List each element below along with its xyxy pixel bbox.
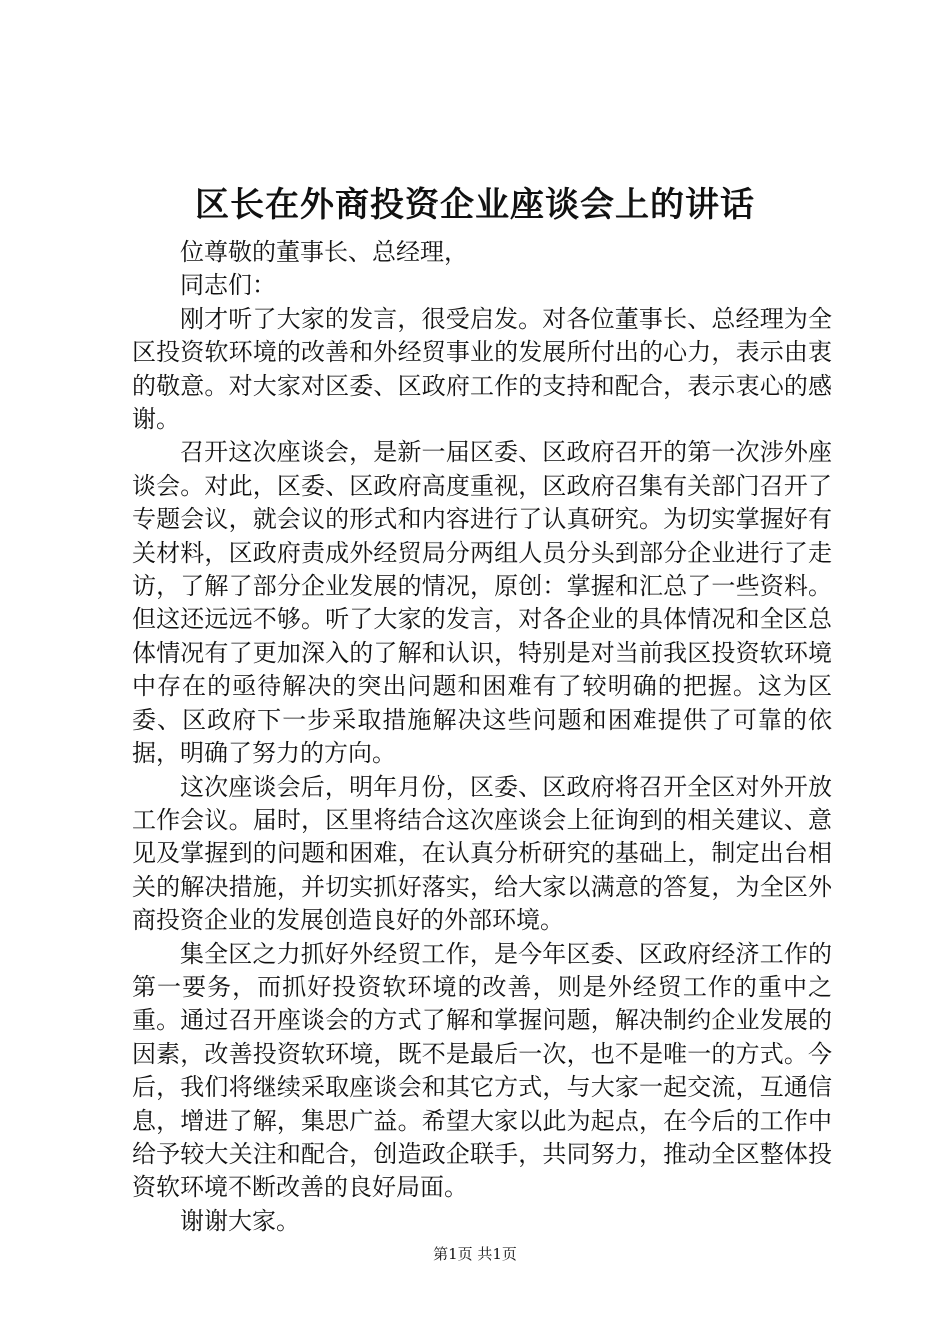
salutation-line: 位尊敬的董事长、总经理， bbox=[180, 238, 468, 266]
closing-line: 谢谢大家。 bbox=[180, 1206, 300, 1235]
document-title: 区长在外商投资企业座谈会上的讲话 bbox=[195, 185, 755, 225]
body-paragraph: 召开这次座谈会，是新一届区委、区政府召开的第一次涉外座谈会。对此，区委、区政府高度重视，区政府召集有关部门召开了专题会议，就会议的形式和内容进行了认真研究。为切实掌握好有关材料，区政府责成外经贸局分两组人员分头到部分企业进行了走访，了解了部分企业发展的情况，原创：掌握和汇总了一些资料。但这还远远不够。听了大家的发言，对各企业的具体情况和全区总体情况有了更加深入的了解和认识，特别是对当前我区投资软环境中存在的亟待解决的突出问题和困难有了较明确的把握。这为区委、区政府下一步采取措施解决这些问题和困难提供了可靠的依据，明确了努力的方向。 bbox=[132, 438, 832, 768]
page-number: 第1页 共1页 bbox=[433, 1245, 517, 1263]
body-paragraph: 集全区之力抓好外经贸工作，是今年区委、区政府经济工作的第一要务，而抓好投资软环境的改善，则是外经贸工作的重中之重。通过召开座谈会的方式了解和掌握问题，解决制约企业发展的因素，改善投资软环境，既不是最后一次，也不是唯一的方式。今后，我们将继续采取座谈会和其它方式，与大家一起交流，互通信息，增进了解，集思广益。希望大家以此为起点，在今后的工作中给予较大关注和配合，创造政企联手，共同努力，推动全区整体投资软环境不断改善的良好局面。 bbox=[132, 939, 832, 1202]
body-paragraph: 刚才听了大家的发言，很受启发。对各位董事长、总经理为全区投资软环境的改善和外经贸事业的发展所付出的心力，表示由衷的敬意。对大家对区委、区政府工作的支持和配合，表示衷心的感谢。 bbox=[132, 304, 832, 434]
body-paragraph: 这次座谈会后，明年月份，区委、区政府将召开全区对外开放工作会议。届时，区里将结合这次座谈会上征询到的相关建议、意见及掌握到的问题和困难，在认真分析研究的基础上，制定出台相关的解决措施，并切实抓好落实，给大家以满意的答复，为全区外商投资企业的发展创造良好的外部环境。 bbox=[132, 772, 832, 935]
salutation-line: 同志们： bbox=[180, 271, 276, 300]
document-body bbox=[132, 236, 832, 1238]
